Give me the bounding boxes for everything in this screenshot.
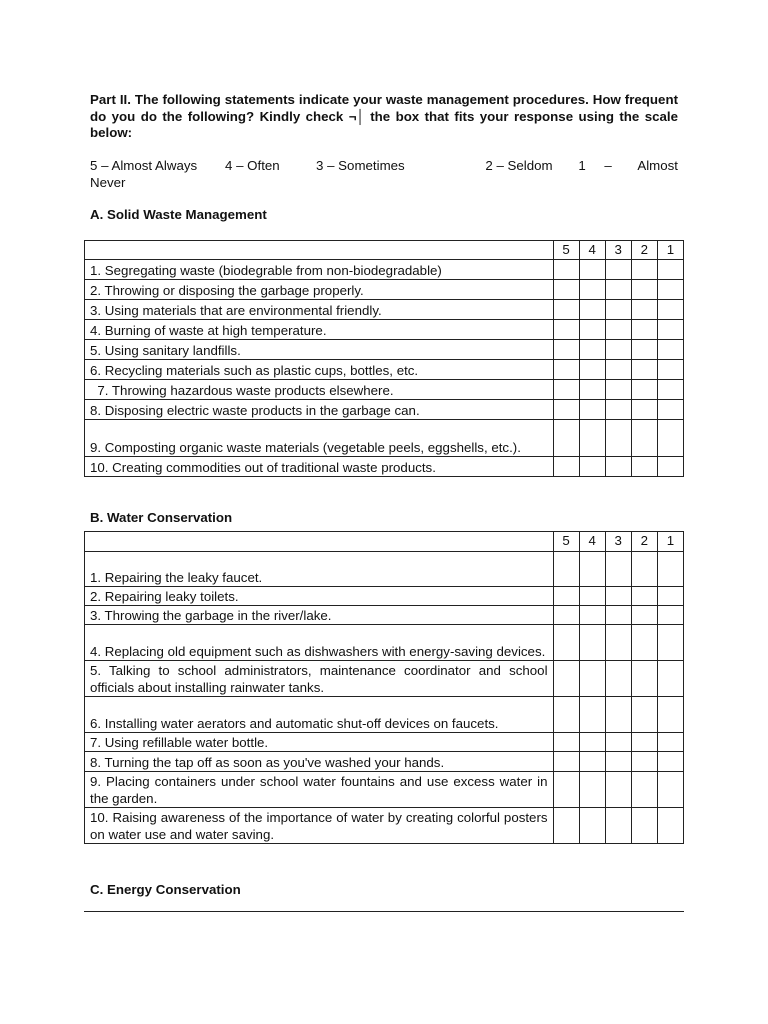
check-box-1[interactable]: [657, 587, 683, 606]
table-row: [85, 420, 684, 457]
header-4: 4: [579, 241, 605, 260]
statement: 5. Talking to school administrators, maintenance coordinator and school officials about installing rainwater tanks.: [85, 661, 554, 697]
check-box-5[interactable]: [553, 300, 579, 320]
header-blank: [85, 532, 554, 552]
header-5: 5: [553, 241, 579, 260]
table-row: [85, 733, 684, 752]
check-box-2[interactable]: [631, 340, 657, 360]
check-box-2[interactable]: [631, 772, 657, 808]
check-box-3[interactable]: [605, 360, 631, 380]
check-box-2[interactable]: [631, 606, 657, 625]
check-box-1[interactable]: [657, 420, 683, 457]
check-box-5[interactable]: [553, 280, 579, 300]
check-box-2[interactable]: [631, 552, 657, 587]
table-row: [85, 752, 684, 772]
check-box-2[interactable]: [631, 280, 657, 300]
check-box-3[interactable]: [605, 733, 631, 752]
check-box-2[interactable]: [631, 733, 657, 752]
statement: 3. Using materials that are environmental friendly.: [85, 300, 554, 320]
check-box-2[interactable]: [631, 587, 657, 606]
scale-2: 2 – Seldom: [485, 158, 553, 173]
check-box-1[interactable]: [657, 457, 683, 477]
check-box-5[interactable]: [553, 457, 579, 477]
check-box-2[interactable]: [631, 320, 657, 340]
check-box-1[interactable]: [657, 552, 683, 587]
check-box-2[interactable]: [631, 360, 657, 380]
check-box-3[interactable]: [605, 606, 631, 625]
table-row: [85, 320, 684, 340]
check-box-5[interactable]: [553, 752, 579, 772]
scale-3: 3 – Sometimes: [316, 158, 405, 173]
check-box-3[interactable]: [605, 625, 631, 661]
check-box-2[interactable]: [631, 625, 657, 661]
check-box-3[interactable]: [605, 280, 631, 300]
table-row: [85, 661, 684, 697]
check-box-5[interactable]: [553, 260, 579, 280]
statement: 8. Turning the tap off as soon as you've washed your hands.: [85, 752, 554, 772]
check-box-3[interactable]: [605, 752, 631, 772]
statement: 8. Disposing electric waste products in the garbage can.: [85, 400, 554, 420]
check-box-4[interactable]: [579, 587, 605, 606]
table-row: [85, 260, 684, 280]
header-4: 4: [579, 532, 605, 552]
check-box-1[interactable]: [657, 752, 683, 772]
table-row: [85, 606, 684, 625]
table-row: [85, 380, 684, 400]
check-box-3[interactable]: [605, 808, 631, 844]
check-box-4[interactable]: [579, 457, 605, 477]
check-box-5[interactable]: [553, 552, 579, 587]
table-header: [85, 532, 684, 552]
check-box-3[interactable]: [605, 552, 631, 587]
table-row: [85, 340, 684, 360]
check-box-1[interactable]: [657, 733, 683, 752]
check-box-5[interactable]: [553, 340, 579, 360]
scale-5: 5 – Almost Always: [90, 158, 198, 173]
check-box-3[interactable]: [605, 380, 631, 400]
check-box-1[interactable]: [657, 661, 683, 697]
check-box-3[interactable]: [605, 772, 631, 808]
check-box-2[interactable]: [631, 697, 657, 733]
check-box-1[interactable]: [657, 400, 683, 420]
check-box-4[interactable]: [579, 552, 605, 587]
check-box-3[interactable]: [605, 320, 631, 340]
check-box-4[interactable]: [579, 606, 605, 625]
check-box-5[interactable]: [553, 697, 579, 733]
section-divider: [84, 911, 684, 912]
table-row: [85, 625, 684, 661]
check-box-2[interactable]: [631, 661, 657, 697]
statement: 2. Throwing or disposing the garbage properly.: [85, 280, 554, 300]
check-box-4[interactable]: [579, 380, 605, 400]
check-box-3[interactable]: [605, 661, 631, 697]
check-box-2[interactable]: [631, 808, 657, 844]
check-box-2[interactable]: [631, 420, 657, 457]
table-row: [85, 400, 684, 420]
header-3: 3: [605, 241, 631, 260]
check-box-1[interactable]: [657, 280, 683, 300]
table-row: [85, 457, 684, 477]
header-3: 3: [605, 532, 631, 552]
table-row: [85, 587, 684, 606]
statement: 6. Recycling materials such as plastic cups, bottles, etc.: [85, 360, 554, 380]
check-box-3[interactable]: [605, 457, 631, 477]
check-box-5[interactable]: [553, 661, 579, 697]
scale-1: 1: [578, 158, 586, 173]
table-row: [85, 280, 684, 300]
check-box-4[interactable]: [579, 772, 605, 808]
check-box-2[interactable]: [631, 752, 657, 772]
table-row: [85, 360, 684, 380]
scale-almost: Almost: [637, 158, 678, 173]
check-box-4[interactable]: [579, 360, 605, 380]
check-box-3[interactable]: [605, 260, 631, 280]
check-box-4[interactable]: [579, 808, 605, 844]
statement: 7. Using refillable water bottle.: [85, 733, 554, 752]
header-2: 2: [631, 241, 657, 260]
check-box-1[interactable]: [657, 340, 683, 360]
statement: 5. Using sanitary landfills.: [85, 340, 554, 360]
statement: 6. Installing water aerators and automatic shut-off devices on faucets.: [85, 697, 554, 733]
check-box-5[interactable]: [553, 320, 579, 340]
check-box-5[interactable]: [553, 420, 579, 457]
table-row: [85, 772, 684, 808]
check-box-2[interactable]: [631, 400, 657, 420]
statement: 9. Placing containers under school water fountains and use excess water in the garden.: [85, 772, 554, 808]
statement: 1. Repairing the leaky faucet.: [85, 552, 554, 587]
check-box-4[interactable]: [579, 320, 605, 340]
table-row: [85, 808, 684, 844]
statement: 7. Throwing hazardous waste products elsewhere.: [85, 380, 554, 400]
check-box-5[interactable]: [553, 733, 579, 752]
scale-never: Never: [90, 174, 126, 190]
check-box-1[interactable]: [657, 772, 683, 808]
check-box-3[interactable]: [605, 300, 631, 320]
check-box-4[interactable]: [579, 300, 605, 320]
check-box-5[interactable]: [553, 772, 579, 808]
check-box-4[interactable]: [579, 260, 605, 280]
table-header: [85, 241, 684, 260]
instructions: Part II. The following statements indicate your waste management procedures. How frequent do you do the following? Kindly check ¬│ the box that fits your response using the scale below:: [90, 92, 678, 140]
statement: 10. Creating commodities out of traditional waste products.: [85, 457, 554, 477]
check-box-3[interactable]: [605, 420, 631, 457]
statement: 3. Throwing the garbage in the river/lake.: [85, 606, 554, 625]
header-5: 5: [553, 532, 579, 552]
check-box-1[interactable]: [657, 808, 683, 844]
statement: 10. Raising awareness of the importance of water by creating colorful posters on water use and water saving.: [85, 808, 554, 844]
table-row: [85, 300, 684, 320]
check-box-5[interactable]: [553, 380, 579, 400]
header-2: 2: [631, 532, 657, 552]
scale-4: 4 – Often: [225, 158, 280, 173]
check-box-3[interactable]: [605, 697, 631, 733]
scale-dash: –: [604, 158, 612, 173]
check-box-2[interactable]: [631, 380, 657, 400]
header-blank: [85, 241, 554, 260]
table-row: [85, 697, 684, 733]
solid-waste-table: [84, 240, 684, 477]
check-box-3[interactable]: [605, 400, 631, 420]
statement: 1. Segregating waste (biodegrable from non-biodegradable): [85, 260, 554, 280]
check-box-2[interactable]: [631, 300, 657, 320]
statement: 9. Composting organic waste materials (vegetable peels, eggshells, etc.).: [85, 420, 554, 457]
header-1: 1: [657, 532, 683, 552]
check-box-2[interactable]: [631, 457, 657, 477]
rating-scale: [90, 158, 678, 191]
section-a-title: A. Solid Waste Management: [90, 207, 267, 222]
check-box-4[interactable]: [579, 340, 605, 360]
water-conservation-table: [84, 531, 684, 844]
check-box-3[interactable]: [605, 587, 631, 606]
check-box-1[interactable]: [657, 360, 683, 380]
check-box-2[interactable]: [631, 260, 657, 280]
check-box-5[interactable]: [553, 587, 579, 606]
header-1: 1: [657, 241, 683, 260]
check-box-4[interactable]: [579, 280, 605, 300]
check-box-5[interactable]: [553, 400, 579, 420]
check-box-1[interactable]: [657, 625, 683, 661]
check-box-5[interactable]: [553, 360, 579, 380]
table-row: [85, 552, 684, 587]
check-box-5[interactable]: [553, 625, 579, 661]
check-box-4[interactable]: [579, 625, 605, 661]
check-box-4[interactable]: [579, 752, 605, 772]
check-box-5[interactable]: [553, 606, 579, 625]
check-box-1[interactable]: [657, 606, 683, 625]
check-box-5[interactable]: [553, 808, 579, 844]
check-box-1[interactable]: [657, 260, 683, 280]
check-box-4[interactable]: [579, 400, 605, 420]
check-box-4[interactable]: [579, 697, 605, 733]
check-box-1[interactable]: [657, 697, 683, 733]
check-box-4[interactable]: [579, 733, 605, 752]
check-box-1[interactable]: [657, 300, 683, 320]
check-box-1[interactable]: [657, 380, 683, 400]
section-b-title: B. Water Conservation: [90, 510, 233, 525]
check-box-3[interactable]: [605, 340, 631, 360]
check-box-1[interactable]: [657, 320, 683, 340]
statement: 2. Repairing leaky toilets.: [85, 587, 554, 606]
section-c-title: C. Energy Conservation: [90, 882, 241, 897]
statement: 4. Replacing old equipment such as dishwashers with energy-saving devices.: [85, 625, 554, 661]
check-box-4[interactable]: [579, 420, 605, 457]
check-box-4[interactable]: [579, 661, 605, 697]
statement: 4. Burning of waste at high temperature.: [85, 320, 554, 340]
